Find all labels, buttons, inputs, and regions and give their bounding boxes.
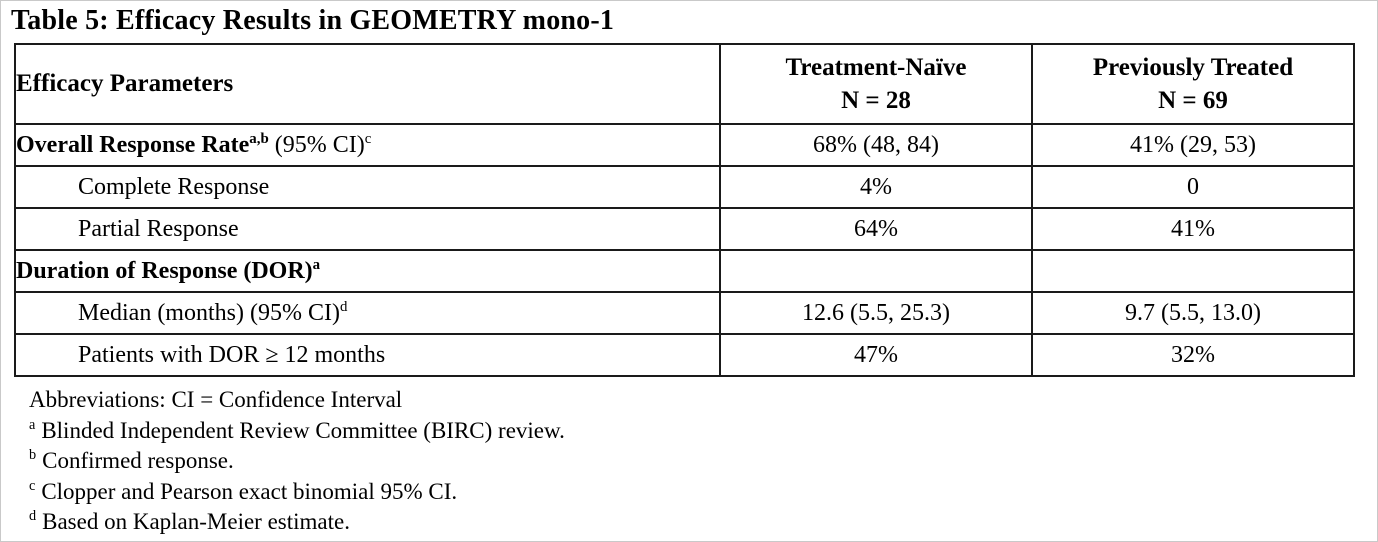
footnote-a: [29, 416, 565, 447]
value-treatment-naive: 68% (48, 84): [720, 124, 1032, 166]
column-header-efficacy-parameters: Efficacy Parameters: [15, 44, 720, 124]
value-previously-treated: 0: [1032, 166, 1354, 208]
footnote-marker: d: [29, 508, 37, 525]
row-label: Complete Response: [15, 166, 720, 208]
value-previously-treated: [1032, 250, 1354, 292]
document-page: [1, 1, 1377, 541]
row-label: Patients with DOR ≥ 12 months: [15, 334, 720, 376]
row-label-superscript: d: [339, 299, 348, 315]
row-partial-response: [15, 208, 1354, 250]
row-label-superscript: a,b: [249, 131, 269, 147]
treatment-naive-n: N = 28: [841, 87, 911, 114]
previously-treated-n: N = 69: [1158, 87, 1228, 114]
row-label-superscript: a: [312, 257, 321, 273]
value-previously-treated: 41% (29, 53): [1032, 124, 1354, 166]
value-previously-treated: 32%: [1032, 334, 1354, 376]
row-overall-response-rate: [15, 124, 1354, 166]
row-label: [15, 292, 720, 334]
footnote-c: [29, 477, 565, 508]
value-treatment-naive: 4%: [720, 166, 1032, 208]
row-duration-of-response: [15, 250, 1354, 292]
header-row: [15, 44, 1354, 124]
abbreviations-note: Abbreviations: CI = Confidence Interval: [29, 387, 403, 412]
footnote-marker: a: [29, 416, 36, 433]
footnote-marker: c: [29, 477, 36, 494]
footnote-text: Confirmed response.: [42, 448, 234, 473]
previously-treated-label: Previously Treated: [1092, 54, 1294, 81]
footnote-b: [29, 446, 565, 477]
value-previously-treated: 41%: [1032, 208, 1354, 250]
row-label-main: Overall Response Rate: [16, 132, 250, 158]
value-treatment-naive: [720, 250, 1032, 292]
row-complete-response: [15, 166, 1354, 208]
efficacy-results-table: [14, 43, 1355, 377]
row-patients-with-dor-12-months: [15, 334, 1354, 376]
treatment-naive-label: Treatment-Naïve: [785, 54, 967, 81]
footnote-marker: b: [29, 447, 37, 464]
footnote-text: Blinded Independent Review Committee (BIRC) review.: [41, 417, 565, 443]
value-previously-treated: 9.7 (5.5, 13.0): [1032, 292, 1354, 334]
footnote-text: Clopper and Pearson exact binomial 95% CI.: [41, 478, 458, 504]
row-label: [15, 124, 720, 166]
table-title: Table 5: Efficacy Results in GEOMETRY mono-1: [11, 5, 615, 36]
row-label-main: Duration of Response (DOR): [16, 258, 313, 284]
row-label: Partial Response: [15, 208, 720, 250]
footnote-d: [29, 507, 565, 538]
footnotes-section: [29, 385, 565, 538]
value-treatment-naive: 12.6 (5.5, 25.3): [720, 292, 1032, 334]
row-label: [15, 250, 720, 292]
row-label-rest-superscript: c: [364, 131, 372, 147]
value-treatment-naive: 47%: [720, 334, 1032, 376]
value-treatment-naive: 64%: [720, 208, 1032, 250]
column-header-previously-treated: [1032, 44, 1354, 124]
row-label-rest: (95% CI): [274, 132, 365, 158]
row-label-main: Median (months) (95% CI): [78, 300, 340, 326]
footnote-text: Based on Kaplan-Meier estimate.: [42, 509, 350, 534]
row-median-months: [15, 292, 1354, 334]
column-header-treatment-naive: [720, 44, 1032, 124]
